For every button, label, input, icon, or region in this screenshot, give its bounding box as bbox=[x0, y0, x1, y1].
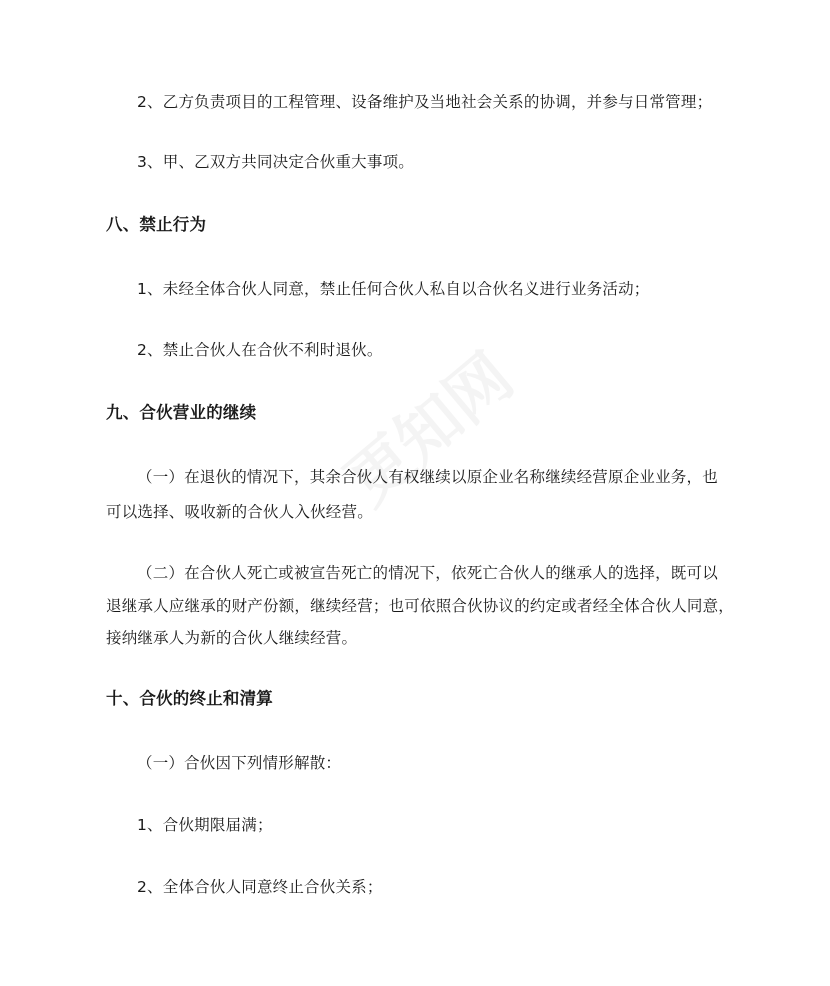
paragraph-line: 可以选择、吸收新的合伙人入伙经营。 bbox=[106, 503, 373, 521]
paragraph-line: （二）在合伙人死亡或被宣告死亡的情况下，依死亡合伙人的继承人的选择，既可以 bbox=[137, 564, 718, 582]
section-heading: 十、合伙的终止和清算 bbox=[106, 689, 273, 708]
section-heading: 九、合伙营业的继续 bbox=[106, 403, 257, 422]
paragraph-line: 退继承人应继承的财产份额，继续经营；也可依照合伙协议的约定或者经全体合伙人同意， bbox=[106, 597, 735, 615]
paragraph-line: （一）合伙因下列情形解散： bbox=[137, 754, 342, 772]
paragraph-line: 2、禁止合伙人在合伙不利时退伙。 bbox=[137, 341, 383, 359]
paragraph-line: 3、甲、乙双方共同决定合伙重大事项。 bbox=[137, 153, 414, 171]
section-heading: 八、禁止行为 bbox=[106, 215, 207, 234]
paragraph-line: （一）在退伙的情况下，其余合伙人有权继续以原企业名称继续经营原企业业务，也 bbox=[137, 468, 718, 486]
paragraph-line: 1、合伙期限届满； bbox=[137, 816, 273, 834]
paragraph-line: 1、未经全体合伙人同意，禁止任何合伙人私自以合伙名义进行业务活动； bbox=[137, 280, 650, 298]
watermark bbox=[266, 270, 594, 590]
paragraph-line: 2、全体合伙人同意终止合伙关系； bbox=[137, 878, 383, 896]
paragraph-line: 接纳继承人为新的合伙人继续经营。 bbox=[106, 629, 358, 647]
paragraph-line: 2、乙方负责项目的工程管理、设备维护及当地社会关系的协调，并参与日常管理； bbox=[137, 93, 713, 111]
